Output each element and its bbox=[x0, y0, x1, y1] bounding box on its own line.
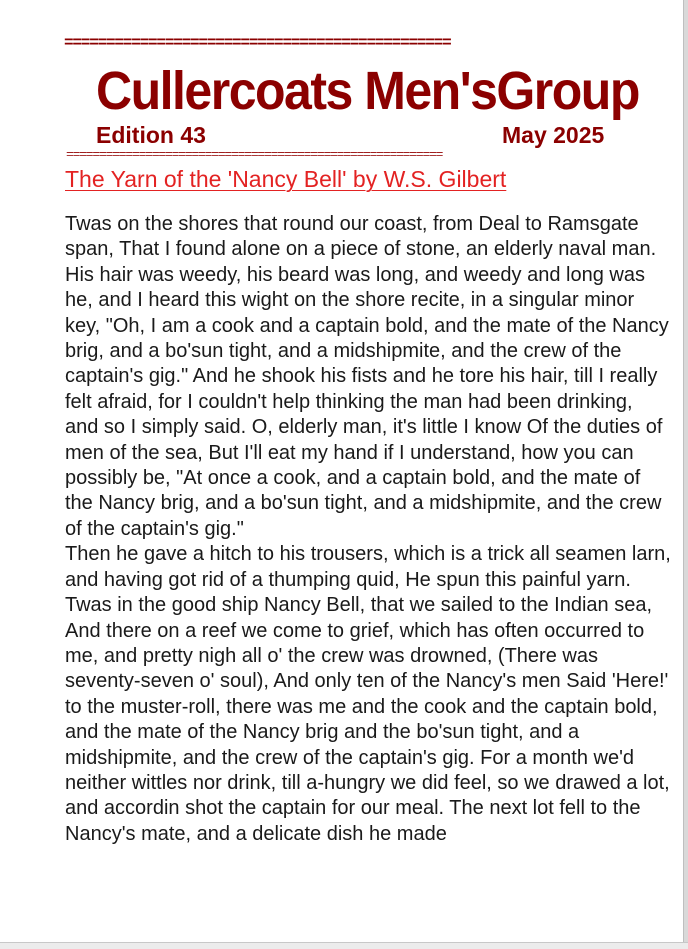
issue-date: May 2025 bbox=[502, 122, 605, 148]
article-paragraph-1: Twas on the shores that round our coast, from Deal to Ramsgate span, That I found alone on a piece of stone, an elderly naval man. His hair was weedy, his beard was long, and weedy and long was he, and I heard this wight on the shore recite, in a singular minor key, "Oh, I am a cook and a captain bold, and the mate of the Nancy brig, and a bo'sun tight, and a midshipmite, and the crew of the captain's gig." And he shook his fists and he tore his hair, till I really felt afraid, for I couldn't help thinking the man had been drinking, and so I simply said. O, elderly man, it's little I know Of the duties of men of the sea, But I'll eat my hand if I understand, how you can possibly be, "At once a cook, and a captain bold, and the mate of the Nancy brig, and a bo'sun tight, and a midshipmite, and the crew of the captain's gig." bbox=[65, 213, 669, 540]
masthead-rule-bottom: ========================================================= bbox=[66, 148, 443, 162]
edition-number: Edition 43 bbox=[96, 122, 206, 148]
article-paragraph-2: Then he gave a hitch to his trousers, which is a trick all seamen larn, and having got rid of a thumping quid, He spun this painful yarn. Twas in the good ship Nancy Bell, that we sailed to the Indian sea, And there on a reef we come to grief, which has often occurred to me, and pretty nigh all o' the crew was drowned, (There was seventy-seven o' soul), And only ten of the Nancy's men Said 'Here!' to the muster-roll, there was me and the cook and the captain bold, and the mate of the Nancy brig and the bo'sun tight, and a midshipmite, and the crew of the captain's gig. For a month we'd neither wittles nor drink, till a-hungry we did feel, so we drawed a lot, and accordin shot the captain for our meal. The next lot fell to the Nancy's mate, and a delicate dish he made bbox=[65, 543, 671, 845]
article-body bbox=[65, 212, 671, 847]
article-title: The Yarn of the 'Nancy Bell' by W.S. Gilbert bbox=[65, 166, 507, 192]
masthead-rule-top: ============================================== bbox=[64, 34, 451, 52]
newsletter-name: Cullercoats Men'sGroup bbox=[96, 60, 639, 121]
page-edge-right bbox=[683, 0, 688, 949]
page-edge-bottom bbox=[0, 942, 688, 949]
